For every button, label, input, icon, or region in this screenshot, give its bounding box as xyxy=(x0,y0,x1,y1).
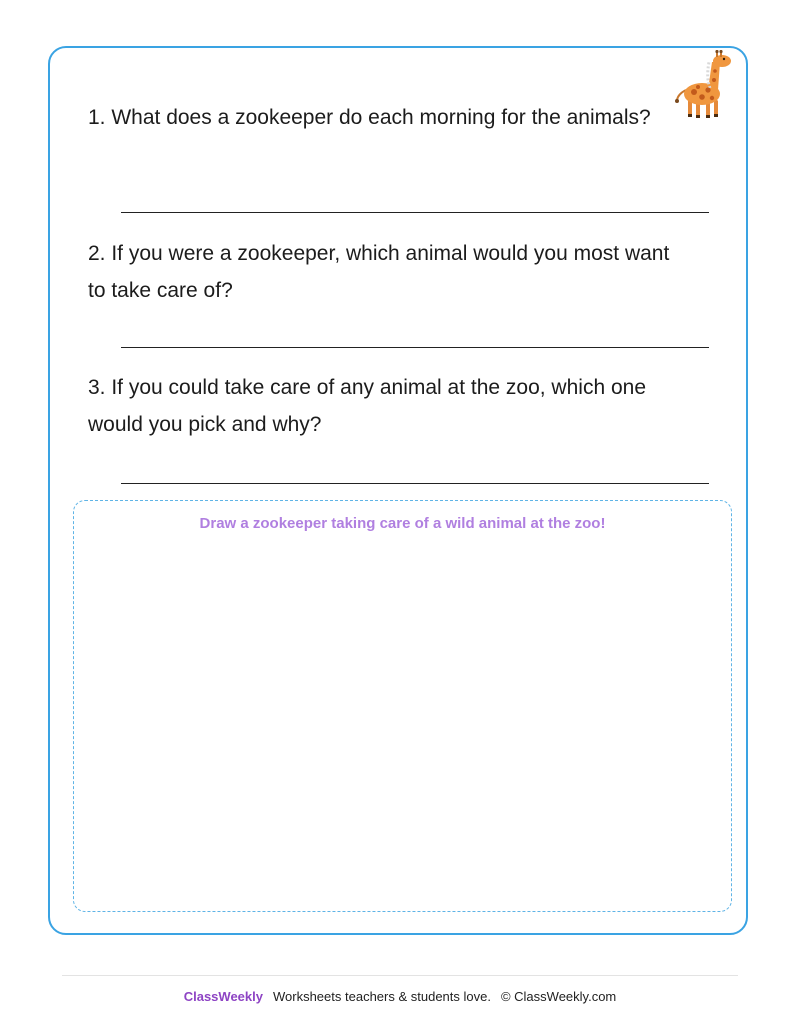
answer-line-2[interactable] xyxy=(121,347,709,348)
footer-tagline: Worksheets teachers & students love. xyxy=(272,989,491,1004)
footer-brand: ClassWeekly xyxy=(183,989,263,1004)
drawing-prompt: Draw a zookeeper taking care of a wild animal at the zoo! xyxy=(199,515,606,532)
question-1: 1. What does a zookeeper do each morning for the animals? xyxy=(88,106,651,129)
footer-copyright: © ClassWeekly.com xyxy=(500,989,617,1004)
question-2: 2. If you were a zookeeper, which animal would you most want to take care of? xyxy=(88,242,670,302)
footer xyxy=(0,989,800,1004)
answer-line-3[interactable] xyxy=(121,483,709,484)
drawing-area[interactable] xyxy=(73,500,732,912)
answer-line-1[interactable] xyxy=(121,212,709,213)
footer-divider xyxy=(62,975,738,976)
question-3: 3. If you could take care of any animal at the zoo, which one would you pick and why? xyxy=(88,376,646,436)
